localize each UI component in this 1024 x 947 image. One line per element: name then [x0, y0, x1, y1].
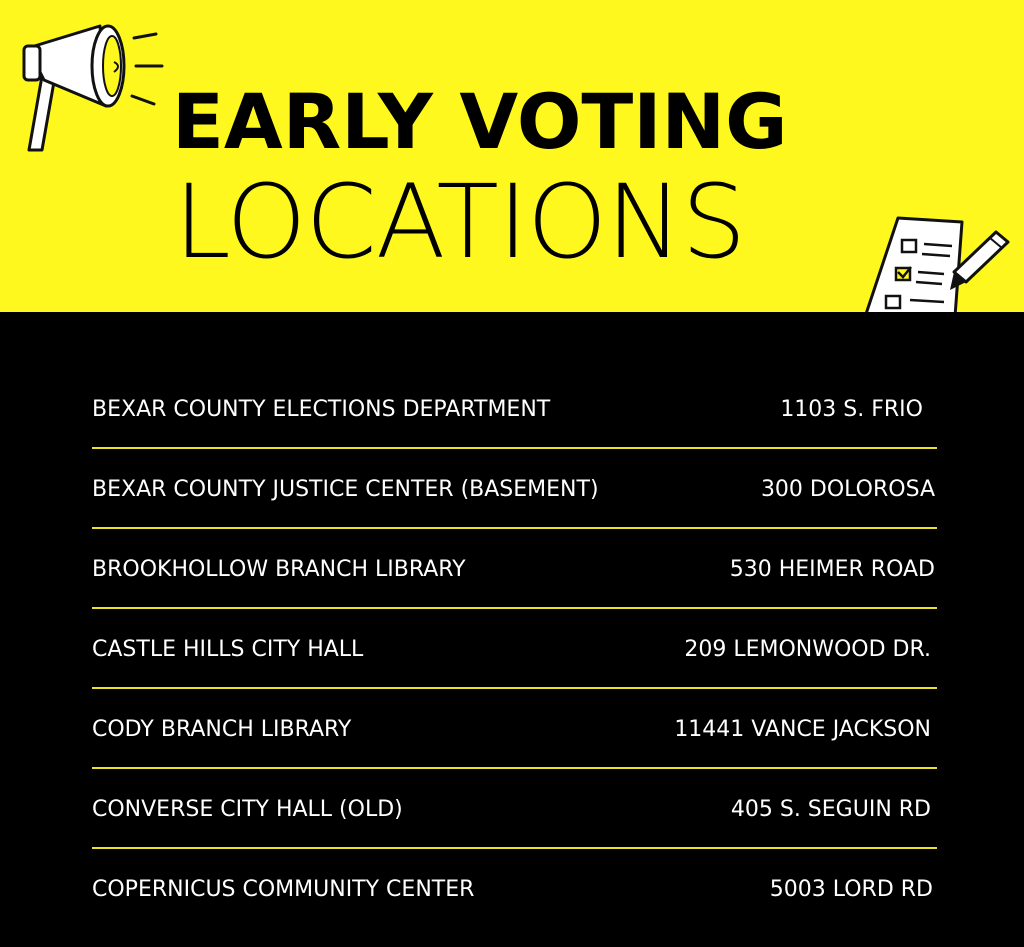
title-locations: LOCATIONS — [174, 163, 746, 282]
list-item — [92, 770, 937, 850]
location-address: 300 DOLOROSA — [760, 477, 935, 502]
location-name: BEXAR COUNTY ELECTIONS DEPARTMENT — [92, 397, 551, 422]
location-address: 209 LEMONWOOD DR. — [684, 637, 931, 662]
row-divider — [92, 607, 937, 609]
row-divider — [92, 447, 937, 449]
location-name: CODY BRANCH LIBRARY — [92, 717, 352, 742]
location-address: 11441 VANCE JACKSON — [674, 717, 931, 742]
location-address: 405 S. SEGUIN RD — [730, 797, 931, 822]
row-divider — [92, 847, 937, 849]
location-address: 5003 LORD RD — [769, 877, 933, 902]
row-divider — [92, 767, 937, 769]
location-name: COPERNICUS COMMUNITY CENTER — [92, 877, 475, 902]
row-divider — [92, 527, 937, 529]
location-name: BEXAR COUNTY JUSTICE CENTER (BASEMENT) — [92, 477, 599, 502]
location-name: BROOKHOLLOW BRANCH LIBRARY — [92, 557, 466, 582]
location-address: 1103 S. FRIO — [780, 397, 923, 422]
title-early-voting: EARLY VOTING — [172, 77, 788, 166]
list-item — [92, 850, 937, 930]
megaphone-icon — [22, 18, 172, 158]
location-name: CASTLE HILLS CITY HALL — [92, 637, 364, 662]
location-address: 530 HEIMER ROAD — [729, 557, 935, 582]
list-item — [92, 610, 937, 690]
list-item — [92, 450, 937, 530]
row-divider — [92, 687, 937, 689]
list-item — [92, 530, 937, 610]
list-item — [92, 370, 937, 450]
location-name: CONVERSE CITY HALL (OLD) — [92, 797, 403, 822]
list-item — [92, 690, 937, 770]
